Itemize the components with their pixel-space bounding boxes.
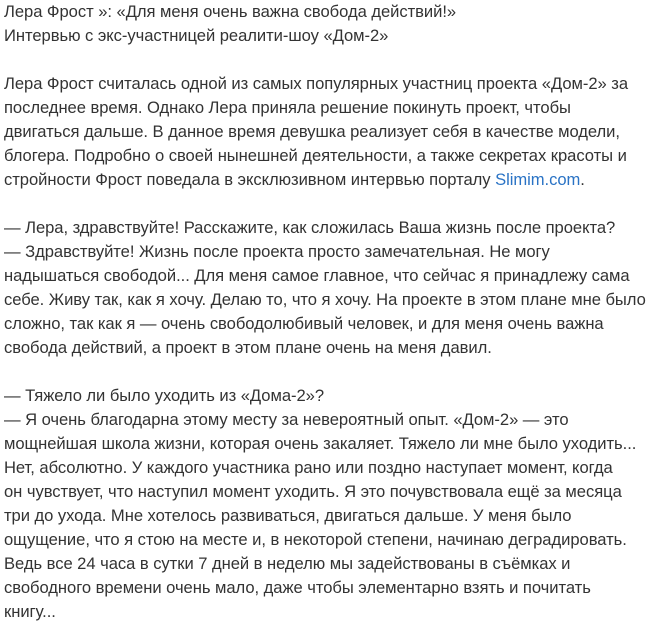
answer-line: мощнейшая школа жизни, которая очень закаляет. Тяжело ли мне было уходить... (4, 434, 637, 453)
spacer (4, 192, 666, 216)
qa-block-2 (4, 384, 666, 624)
answer-line: сложно, так как я — очень свободолюбивый человек, и для меня очень важна (4, 314, 604, 333)
intro-line: Лера Фрост считалась одной из самых популярных участниц проекта «Дом-2» за (4, 74, 629, 93)
intro-line: последнее время. Однако Лера приняла решение покинуть проект, чтобы (4, 98, 571, 117)
answer-line: Нет, абсолютно. У каждого участника рано или поздно наступает момент, когда (4, 458, 613, 477)
answer-line: себе. Живу так, как я хочу. Делаю то, что я хочу. На проекте в этом плане мне было (4, 290, 646, 309)
answer-line: надышаться свободой... Для меня самое главное, что сейчас я принадлежу сама (4, 266, 630, 285)
spacer (4, 48, 666, 72)
intro-period: . (580, 170, 585, 189)
qa-block-1 (4, 216, 666, 360)
answer-line: свобода действий, а проект в этом плане очень на меня давил. (4, 338, 492, 357)
intro-text: стройности Фрост поведала в эксклюзивном интервью порталу (4, 170, 496, 189)
answer-line: он чувствует, что наступил момент уходить. Я это почувствовала ещё за месяца (4, 482, 622, 501)
article-title: Лера Фрост »: «Для меня очень важна свобода действий!» (4, 2, 457, 21)
intro-paragraph (4, 72, 666, 192)
spacer (4, 360, 666, 384)
intro-line-last (4, 168, 666, 192)
question-1: — Лера, здравствуйте! Расскажите, как сложилась Ваша жизнь после проекта? (4, 218, 616, 237)
answer-line: три до ухода. Мне хотелось развиваться, двигаться дальше. У меня было (4, 506, 572, 525)
intro-line: блогера. Подробно о своей нынешней деятельности, а также секретах красоты и (4, 146, 627, 165)
answer-line: — Я очень благодарна этому месту за невероятный опыт. «Дом-2» — это (4, 410, 569, 429)
intro-line: двигаться дальше. В данное время девушка реализует себя в качестве модели, (4, 122, 620, 141)
answer-line: — Здравствуйте! Жизнь после проекта просто замечательная. Не могу (4, 242, 550, 261)
question-2: — Тяжело ли было уходить из «Дома-2»? (4, 386, 325, 405)
answer-line: книгу... (4, 602, 56, 621)
answer-line: ощущение, что я стою на месте и, в некоторой степени, начинаю деградировать. (4, 530, 627, 549)
answer-line: свободного времени очень мало, даже чтобы элементарно взять и почитать (4, 578, 591, 597)
slimim-link[interactable]: Slimim.com (495, 170, 581, 189)
answer-line: Ведь все 24 часа в сутки 7 дней в неделю мы задействованы в съёмках и (4, 554, 571, 573)
article-subtitle: Интервью с экс-участницей реалити-шоу «Дом-2» (4, 26, 389, 45)
